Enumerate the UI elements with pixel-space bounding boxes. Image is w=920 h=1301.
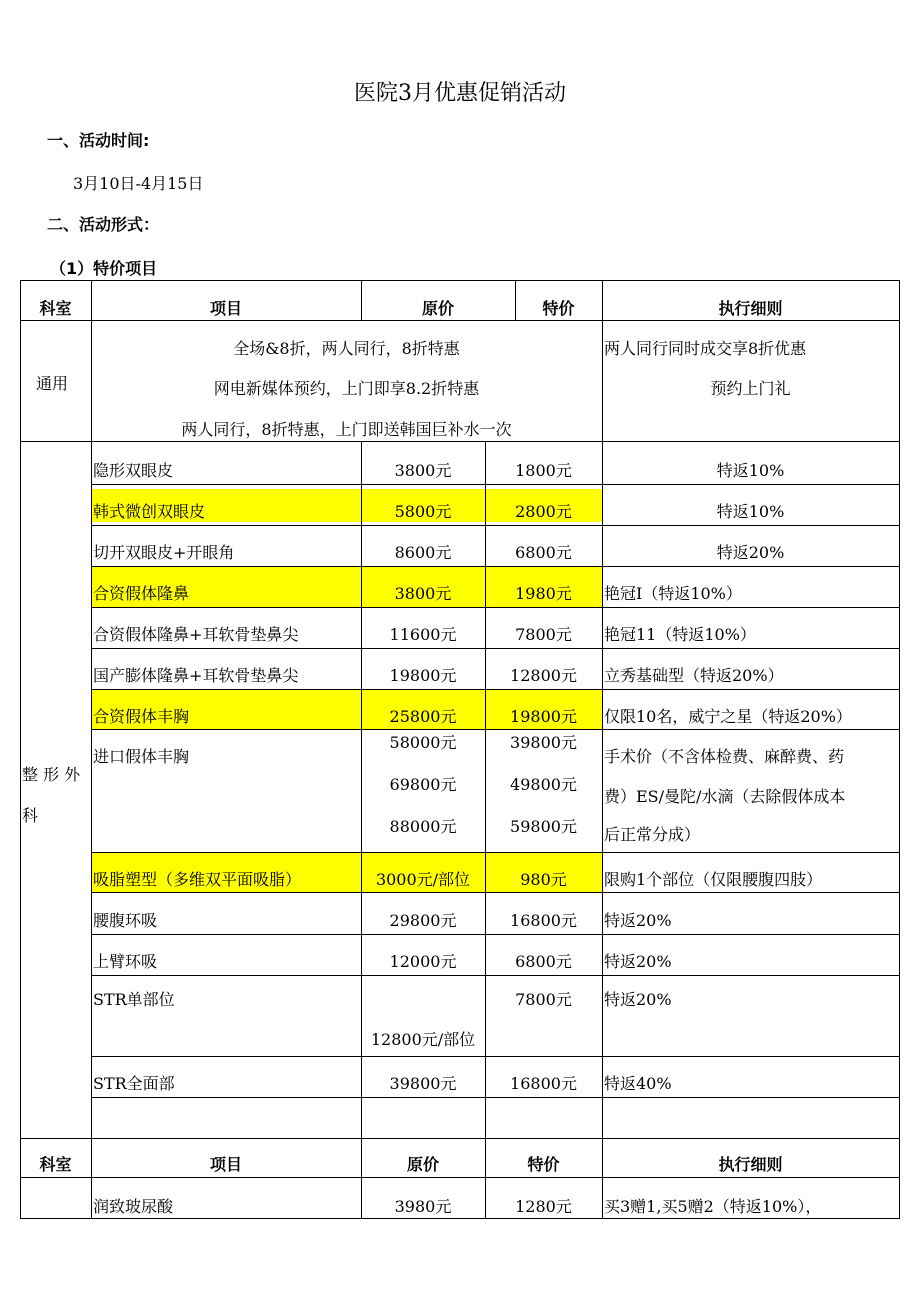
- section-form-heading: 二、活动形式：: [47, 215, 160, 234]
- row-orig: 3800元: [394, 461, 452, 480]
- plastic-dept-line2: 科: [22, 806, 39, 825]
- last-row-item: 润致玻尿酸: [93, 1197, 174, 1216]
- header-orig-price-2: 原价: [406, 1155, 439, 1174]
- row-special: 19800元: [510, 707, 577, 726]
- general-dept: 通用: [36, 374, 69, 393]
- row-rule: 艳冠I（特返10%）: [604, 584, 742, 603]
- row-orig: 12000元: [389, 952, 457, 971]
- header-rules-2: 执行细则: [718, 1155, 783, 1174]
- section-time-heading: 一、活动时间:: [47, 131, 150, 150]
- general-line2: 网电新媒体预约，上门即享8.2折特惠: [213, 379, 480, 398]
- row-item: 隐形双眼皮: [93, 461, 174, 480]
- row-item: 韩式微创双眼皮: [93, 502, 206, 521]
- header-item-2: 项目: [209, 1155, 242, 1174]
- row-special: 7800元: [515, 990, 572, 1009]
- row-rule: 特返20%: [604, 911, 672, 930]
- row-rule: 特返20%: [604, 952, 672, 971]
- row-orig-tier1: 58000元: [389, 733, 457, 752]
- row-item: 合资假体隆鼻: [93, 584, 190, 603]
- row-item: 上臂环吸: [93, 952, 158, 971]
- general-line1: 全场&8折，两人同行，8折特惠: [233, 339, 460, 358]
- row-special: 16800元: [510, 911, 577, 930]
- header-item: 项目: [209, 299, 242, 318]
- row-special: 12800元: [510, 666, 577, 685]
- row-item: STR全面部: [93, 1074, 175, 1093]
- row-rule: 特返20%: [716, 543, 785, 562]
- general-line2-rule: 预约上门礼: [710, 379, 791, 398]
- general-line1-rule: 两人同行同时成交享8折优惠: [604, 339, 807, 358]
- row-item: 合资假体丰胸: [93, 707, 190, 726]
- row-orig: 25800元: [389, 707, 457, 726]
- activity-dates: 3月10日-4月15日: [73, 174, 204, 193]
- special-items-subheading: （1）特价项目: [50, 259, 158, 278]
- row-rule: 艳冠11（特返10%）: [604, 625, 756, 644]
- row-special-tier1: 39800元: [510, 733, 577, 752]
- row-special: 6800元: [515, 543, 572, 562]
- row-rule-line3: 后正常分成）: [604, 825, 701, 844]
- row-rule: 特返10%: [716, 461, 785, 480]
- row-rule: 特返40%: [604, 1074, 672, 1093]
- row-orig: 3800元: [394, 584, 452, 603]
- row-orig: 3000元/部位: [375, 870, 471, 889]
- row-special: 1980元: [515, 584, 572, 603]
- row-orig: 39800元: [389, 1074, 457, 1093]
- last-row-rule: 买3赠1,买5赠2（特返10%），: [604, 1197, 822, 1216]
- row-orig: 19800元: [389, 666, 457, 685]
- row-special: 1800元: [515, 461, 572, 480]
- row-rule: 限购1个部位（仅限腰腹四肢）: [604, 870, 823, 889]
- row-item: STR单部位: [93, 990, 175, 1009]
- row-item: 切开双眼皮+开眼角: [93, 543, 235, 562]
- general-line3: 两人同行，8折特惠，上门即送韩国巨补水一次: [181, 420, 512, 439]
- last-row-orig: 3980元: [394, 1197, 452, 1216]
- page-title: 医院3月优惠促销活动: [354, 81, 566, 106]
- header-rules: 执行细则: [718, 299, 783, 318]
- row-special: 7800元: [515, 625, 572, 644]
- row-rule: 立秀基础型（特返20%）: [604, 666, 784, 685]
- header-dept: 科室: [39, 299, 72, 318]
- row-special-tier3: 59800元: [510, 817, 577, 836]
- row-special: 6800元: [515, 952, 572, 971]
- header-special-price: 特价: [542, 299, 575, 318]
- row-rule: 特返20%: [604, 990, 672, 1009]
- row-orig-tier3: 88000元: [389, 817, 457, 836]
- row-item: 合资假体隆鼻+耳软骨垫鼻尖: [93, 625, 299, 644]
- row-orig: 5800元: [394, 502, 452, 521]
- row-orig-tier2: 69800元: [389, 775, 457, 794]
- header-orig-price: 原价: [421, 299, 454, 318]
- plastic-dept-line1: 整 形 外: [22, 765, 81, 784]
- row-rule: 仅限10名，威宁之星（特返20%）: [604, 707, 852, 726]
- row-special: 16800元: [510, 1074, 577, 1093]
- row-item: 进口假体丰胸: [93, 747, 190, 766]
- row-special: 2800元: [515, 502, 572, 521]
- last-row-special: 1280元: [515, 1197, 572, 1216]
- row-rule-line2: 费）ES/曼陀/水滴（去除假体成本: [604, 787, 846, 806]
- row-item: 吸脂塑型（多维双平面吸脂）: [93, 870, 302, 889]
- header-dept-2: 科室: [39, 1155, 72, 1174]
- row-orig: 12800元/部位: [370, 1030, 476, 1049]
- row-special-tier2: 49800元: [510, 775, 577, 794]
- row-rule: 特返10%: [716, 502, 785, 521]
- row-special: 980元: [520, 870, 567, 889]
- row-item: 国产膨体隆鼻+耳软骨垫鼻尖: [93, 666, 299, 685]
- row-item: 腰腹环吸: [93, 911, 158, 930]
- row-rule-line1: 手术价（不含体检费、麻醉费、药: [604, 747, 845, 766]
- row-orig: 11600元: [389, 625, 457, 644]
- row-orig: 29800元: [389, 911, 457, 930]
- row-orig: 8600元: [394, 543, 452, 562]
- header-special-price-2: 特价: [527, 1155, 560, 1174]
